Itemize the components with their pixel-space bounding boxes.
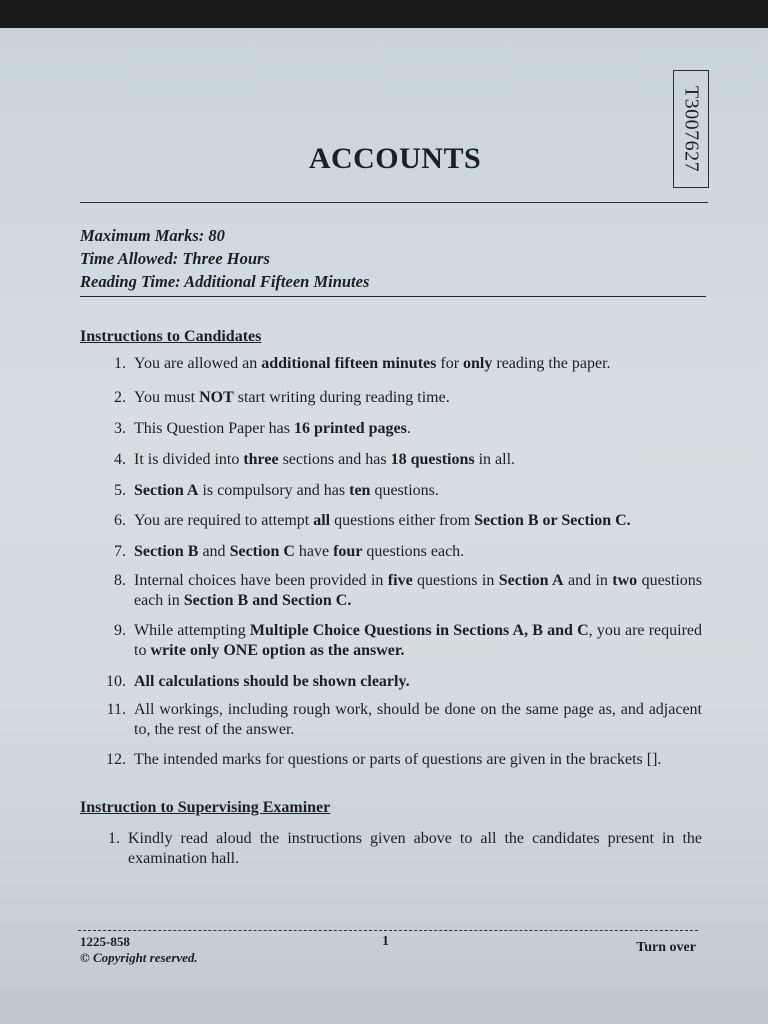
footer-divider: [78, 930, 698, 931]
text-run: , you are required to: [134, 622, 702, 659]
instruction-item: [96, 481, 702, 501]
bold-text: Section B and Section C.: [183, 592, 352, 609]
text-run: It is divided into: [134, 451, 244, 468]
reading-time: Reading Time: Additional Fifteen Minutes: [80, 272, 370, 291]
instruction-number: 9.: [114, 622, 126, 639]
bold-text: all: [313, 512, 331, 529]
instruction-item: [96, 542, 702, 562]
instruction-item: [96, 750, 702, 770]
bold-text: four: [333, 543, 363, 560]
text-run: All workings, including rough work, should be done on the same page as, and adjacent to, the rest of the answer.: [134, 701, 702, 738]
instruction-text: [134, 571, 702, 611]
instruction-item: [96, 672, 702, 692]
instruction-text: [134, 419, 702, 439]
text-run: While attempting: [134, 622, 250, 639]
paper-code: 1225-858: [80, 934, 130, 949]
text-run: You must: [134, 389, 200, 406]
background-surface: [0, 988, 768, 1024]
copyright-notice: © Copyright reserved.: [80, 950, 198, 965]
page-number: 1: [382, 934, 389, 949]
bold-text: Section B: [134, 543, 199, 560]
text-run: is compulsory and has: [198, 482, 350, 499]
text-run: have: [294, 543, 334, 560]
instruction-text: [134, 672, 702, 692]
instruction-text: [134, 450, 702, 470]
instruction-number: 11.: [106, 701, 126, 718]
text-run: questions in: [412, 572, 499, 589]
instruction-number: 6.: [114, 512, 126, 529]
instruction-text: [134, 542, 702, 562]
instruction-number: 8.: [114, 572, 126, 589]
instruction-item: [96, 419, 702, 439]
text-run: Internal choices have been provided in: [134, 572, 388, 589]
maximum-marks: Maximum Marks: 80: [80, 226, 225, 245]
bold-text: Section C: [229, 543, 295, 560]
text-run: .: [406, 420, 411, 437]
instruction-number: 12.: [106, 751, 126, 768]
instruction-text: [134, 511, 702, 531]
text-run: You are required to attempt: [134, 512, 314, 529]
bold-text: five: [387, 572, 413, 589]
text-run: You are allowed an: [134, 355, 262, 372]
exam-info-block: [80, 224, 369, 293]
instruction-text: [134, 354, 702, 374]
text-run: sections and has: [278, 451, 391, 468]
bold-text: three: [243, 451, 279, 468]
instruction-item: [96, 621, 702, 661]
instruction-text: [134, 481, 702, 501]
text-run: for: [436, 355, 464, 372]
instruction-item: [96, 700, 702, 740]
bold-text: two: [612, 572, 638, 589]
text-run: questions each in: [134, 572, 703, 609]
text-run: start writing during reading time.: [233, 389, 450, 406]
instruction-item: [96, 511, 702, 531]
instruction-text: [128, 829, 702, 869]
supervisor-instructions-heading: Instruction to Supervising Examiner: [80, 799, 331, 816]
text-run: and in: [563, 572, 613, 589]
instruction-text: [134, 750, 702, 770]
instruction-number: 1.: [108, 830, 120, 847]
paper-title: ACCOUNTS: [308, 142, 482, 175]
instruction-number: 10.: [106, 673, 126, 690]
instruction-item: [96, 354, 702, 374]
text-run: questions.: [370, 482, 439, 499]
bold-text: Section B or Section C.: [474, 512, 631, 529]
instruction-item: [96, 388, 702, 408]
text-run: The intended marks for questions or parts of questions are given in the brackets [].: [134, 751, 662, 768]
bold-text: All calculations should be shown clearly.: [134, 673, 410, 690]
serial-number: T3007627: [680, 85, 703, 173]
info-divider: [80, 296, 706, 297]
text-run: in all.: [474, 451, 516, 468]
bold-text: Section A: [134, 482, 199, 499]
bold-text: Section A: [498, 572, 564, 589]
instruction-item: [96, 571, 702, 611]
bold-text: only: [463, 355, 493, 372]
instruction-number: 7.: [114, 543, 126, 560]
bold-text: NOT: [199, 389, 234, 406]
instruction-item: [90, 829, 702, 869]
instruction-text: [134, 621, 702, 661]
title-divider: [80, 202, 708, 203]
bold-text: 18 questions: [390, 451, 475, 468]
turn-over-label: Turn over: [636, 940, 696, 955]
text-run: reading the paper.: [492, 355, 611, 372]
instruction-text: [134, 388, 702, 408]
instruction-number: 5.: [114, 482, 126, 499]
bold-text: 16 printed pages: [293, 420, 407, 437]
text-run: questions each.: [362, 543, 465, 560]
instruction-number: 4.: [114, 451, 126, 468]
instruction-number: 1.: [114, 355, 126, 372]
time-allowed: Time Allowed: Three Hours: [80, 249, 270, 268]
candidates-instructions-heading: Instructions to Candidates: [80, 328, 262, 345]
bold-text: write only ONE option as the answer.: [150, 642, 405, 659]
text-run: questions either from: [330, 512, 475, 529]
bold-text: additional fifteen minutes: [261, 355, 437, 372]
instruction-number: 3.: [114, 420, 126, 437]
text-run: and: [198, 543, 230, 560]
instruction-text: [134, 700, 702, 740]
instruction-number: 2.: [114, 389, 126, 406]
text-run: This Question Paper has: [134, 420, 294, 437]
instruction-item: [96, 450, 702, 470]
bold-text: ten: [349, 482, 371, 499]
bold-text: Multiple Choice Questions in Sections A, B and C: [249, 622, 589, 639]
text-run: Kindly read aloud the instructions given above to all the candidates present in the examination hall.: [128, 830, 702, 867]
